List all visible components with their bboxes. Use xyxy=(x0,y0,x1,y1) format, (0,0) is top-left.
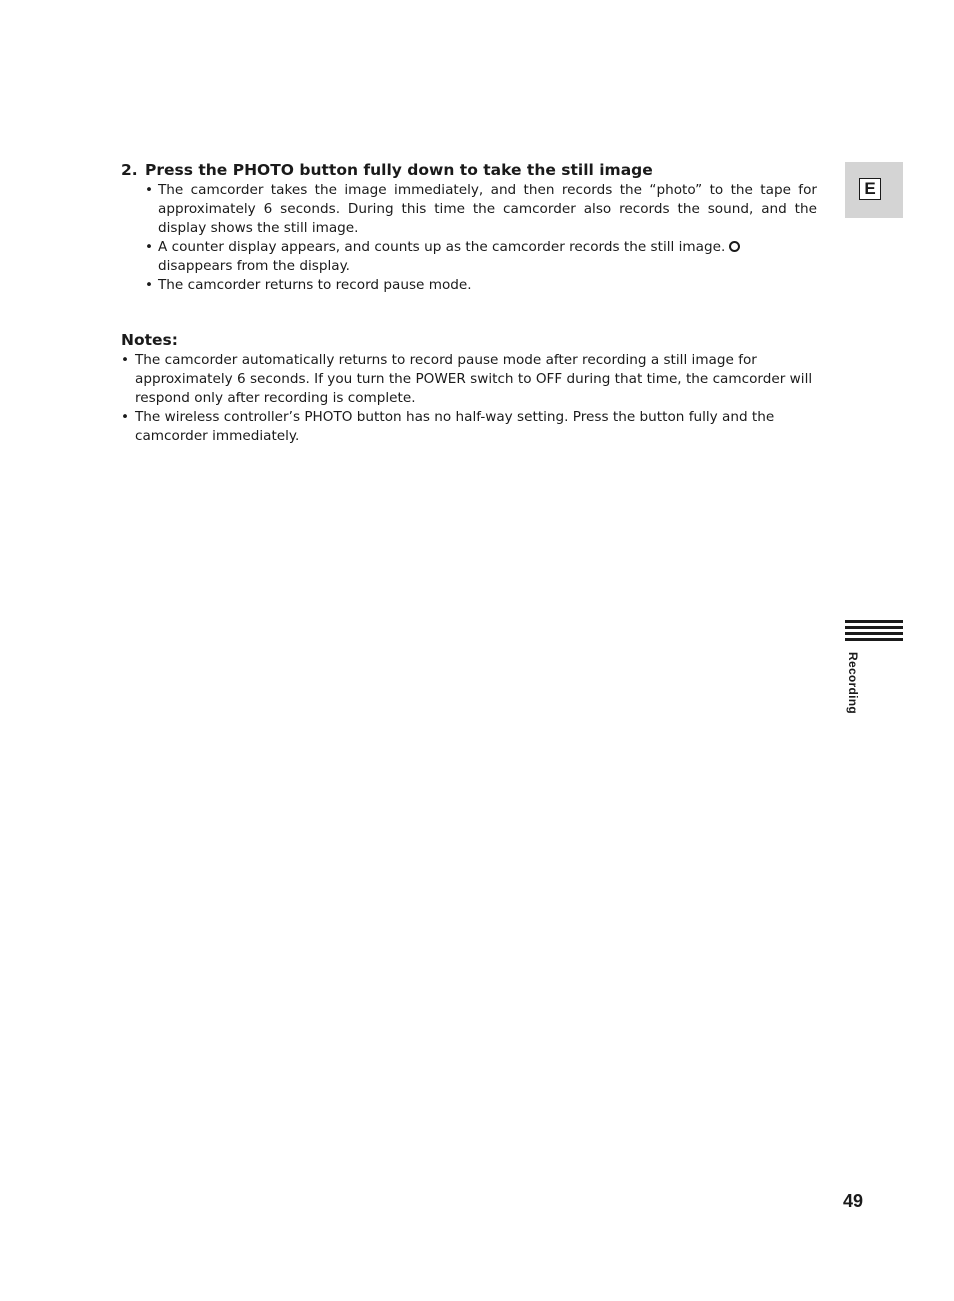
divider xyxy=(845,632,903,635)
list-item: • The camcorder takes the image immediately, and then records the “photo” to the tape for approximately 6 seconds. During this time the camcorder also records the sound, and the display shows the still image. xyxy=(145,181,817,238)
list-item: • The camcorder automatically returns to record pause mode after recording a still image for approximately 6 seconds. If you turn the POWER switch to OFF during that time, the camcorder will respond only after recording is complete. xyxy=(121,351,816,408)
step-heading-text: Press the PHOTO button fully down to take the still image xyxy=(145,161,653,179)
photo-mode-icon xyxy=(729,241,740,252)
notes-list xyxy=(121,351,816,446)
divider xyxy=(845,638,903,641)
section-label: Recording xyxy=(846,652,860,715)
notes-heading: Notes: xyxy=(121,331,178,349)
page-number: 49 xyxy=(843,1191,864,1211)
list-item: • The camcorder returns to record pause mode. xyxy=(145,276,817,295)
step-heading xyxy=(121,160,821,180)
list-item: • A counter display appears, and counts up as the camcorder records the still image. disappears from the display. xyxy=(145,238,817,276)
list-item: • The wireless controller’s PHOTO button has no half-way setting. Press the button fully and the camcorder immediately. xyxy=(121,408,816,446)
language-tab xyxy=(845,162,903,218)
divider xyxy=(845,620,903,623)
section-marker-bars xyxy=(845,620,903,644)
step-bullet-list xyxy=(145,181,817,295)
step-number: 2. xyxy=(121,161,138,179)
divider xyxy=(845,626,903,629)
language-label: E xyxy=(859,178,881,200)
